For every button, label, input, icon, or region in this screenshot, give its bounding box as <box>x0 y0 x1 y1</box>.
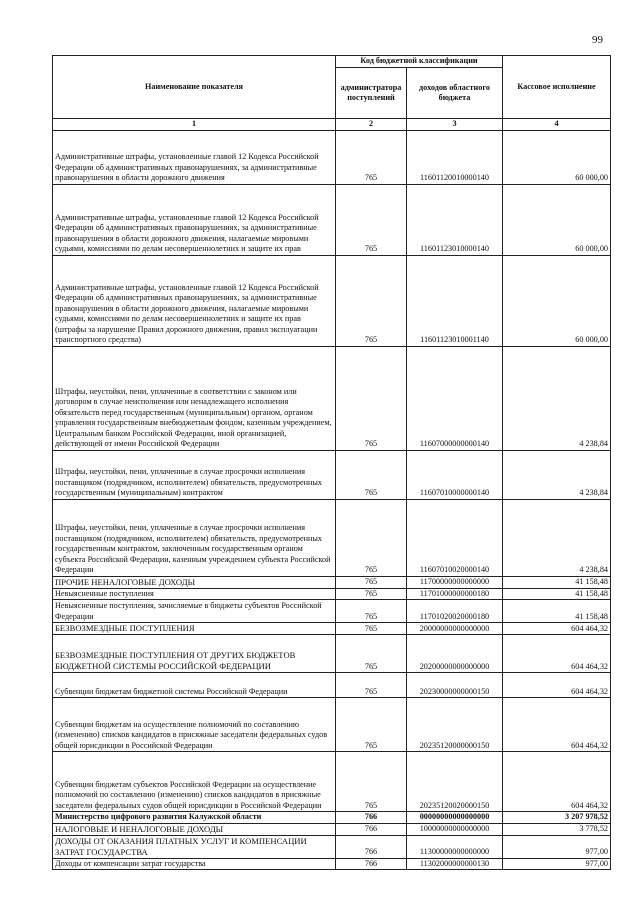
row-code: 11302000000000130 <box>407 858 503 870</box>
row-administrator: 765 <box>336 588 407 600</box>
row-code: 11701020020000180 <box>407 600 503 623</box>
row-amount: 604 464,32 <box>503 623 611 635</box>
column-number-1: 1 <box>53 119 336 131</box>
row-code: 11700000000000000 <box>407 576 503 588</box>
row-amount: 977,00 <box>503 835 611 858</box>
row-administrator: 765 <box>336 346 407 450</box>
row-code: 00000000000000000 <box>407 812 503 824</box>
header-execution: Кассовое исполнение <box>503 56 611 119</box>
table-row <box>53 499 611 576</box>
row-code: 11607000000000140 <box>407 346 503 450</box>
budget-execution-table <box>52 55 611 870</box>
table-row <box>53 858 611 870</box>
row-amount: 3 207 978,52 <box>503 812 611 824</box>
row-amount: 60 000,00 <box>503 184 611 255</box>
header-classification-group: Код бюджетной классификации <box>336 56 503 68</box>
row-administrator: 766 <box>336 858 407 870</box>
row-code: 20235120000000150 <box>407 698 503 752</box>
row-administrator: 766 <box>336 835 407 858</box>
row-amount: 4 238,84 <box>503 346 611 450</box>
row-administrator: 766 <box>336 823 407 835</box>
row-name: Невыясненные поступления <box>53 588 336 600</box>
row-administrator: 765 <box>336 635 407 673</box>
row-name: БЕЗВОЗМЕЗДНЫЕ ПОСТУПЛЕНИЯ <box>53 623 336 635</box>
row-code: 11601120010000140 <box>407 130 503 184</box>
header-revenue: доходов областного бюджета <box>407 68 503 119</box>
table-row <box>53 823 611 835</box>
row-amount: 41 158,48 <box>503 588 611 600</box>
row-name: НАЛОГОВЫЕ И НЕНАЛОГОВЫЕ ДОХОДЫ <box>53 823 336 835</box>
row-name: Субвенции бюджетам на осуществление полномочий по составлению (изменению) списков кандидатов в присяжные заседатели федеральных судов общей юрисдикции в Российской Федерации <box>53 698 336 752</box>
row-administrator: 765 <box>336 130 407 184</box>
row-code: 11607010020000140 <box>407 499 503 576</box>
row-name: Административные штрафы, установленные главой 12 Кодекса Российской Федерации об административных правонарушениях, за административные правонарушения в области дорожного движения, налагаемые мировыми судьями, комиссиями по делам несовершеннолетних и защите их прав (штрафы за нарушение Правил дорожного движения, правил эксплуатации транспортного средства) <box>53 255 336 346</box>
column-number-3: 3 <box>407 119 503 131</box>
table-row <box>53 812 611 824</box>
row-code: 11701000000000180 <box>407 588 503 600</box>
row-administrator: 765 <box>336 450 407 499</box>
row-code: 11601123010000140 <box>407 184 503 255</box>
row-name: Штрафы, неустойки, пени, уплаченные в случае просрочки исполнения поставщиком (подрядчиком, исполнителем) обязательств, предусмотренных государственным (муниципальным) контрактом <box>53 450 336 499</box>
row-amount: 41 158,48 <box>503 600 611 623</box>
row-code: 11601123010001140 <box>407 255 503 346</box>
table-row <box>53 635 611 673</box>
row-name: ДОХОДЫ ОТ ОКАЗАНИЯ ПЛАТНЫХ УСЛУГ И КОМПЕНСАЦИИ ЗАТРАТ ГОСУДАРСТВА <box>53 835 336 858</box>
row-administrator: 765 <box>336 255 407 346</box>
table-row <box>53 835 611 858</box>
row-code: 20200000000000000 <box>407 635 503 673</box>
table-row <box>53 623 611 635</box>
table-row <box>53 576 611 588</box>
row-administrator: 765 <box>336 499 407 576</box>
row-administrator: 766 <box>336 812 407 824</box>
table-row <box>53 600 611 623</box>
row-administrator: 765 <box>336 698 407 752</box>
row-amount: 604 464,32 <box>503 698 611 752</box>
column-number-2: 2 <box>336 119 407 131</box>
row-name: ПРОЧИЕ НЕНАЛОГОВЫЕ ДОХОДЫ <box>53 576 336 588</box>
row-amount: 4 238,84 <box>503 450 611 499</box>
row-name: Субвенции бюджетам бюджетной системы Российской Федерации <box>53 673 336 698</box>
row-amount: 41 158,48 <box>503 576 611 588</box>
row-administrator: 765 <box>336 752 407 812</box>
header-administrator: администратора поступлений <box>336 68 407 119</box>
row-administrator: 765 <box>336 576 407 588</box>
row-administrator: 765 <box>336 673 407 698</box>
row-amount: 604 464,32 <box>503 635 611 673</box>
row-code: 11300000000000000 <box>407 835 503 858</box>
row-code: 11607010000000140 <box>407 450 503 499</box>
table-row <box>53 130 611 184</box>
row-code: 10000000000000000 <box>407 823 503 835</box>
table-row <box>53 184 611 255</box>
table-row <box>53 450 611 499</box>
row-amount: 604 464,32 <box>503 752 611 812</box>
row-name: Административные штрафы, установленные главой 12 Кодекса Российской Федерации об административных правонарушениях, за административные правонарушения в области дорожного движения, налагаемые мировыми судьями, комиссиями по делам несовершеннолетних и защите их прав <box>53 184 336 255</box>
column-number-4: 4 <box>503 119 611 131</box>
row-name: Субвенции бюджетам субъектов Российской Федерации на осуществление полномочий по составлению (изменению) списков кандидатов в присяжные заседатели федеральных судов общей юрисдикции в Российской Федерации <box>53 752 336 812</box>
row-code: 20000000000000000 <box>407 623 503 635</box>
row-name: Невыясненные поступления, зачисляемые в бюджеты субъектов Российской Федерации <box>53 600 336 623</box>
row-name: Министерство цифрового развития Калужской области <box>53 812 336 824</box>
row-name: Административные штрафы, установленные главой 12 Кодекса Российской Федерации об административных правонарушениях, за административные правонарушения в области дорожного движения <box>53 130 336 184</box>
row-code: 20230000000000150 <box>407 673 503 698</box>
table-row <box>53 752 611 812</box>
row-name: Штрафы, неустойки, пени, уплаченные в соответствии с законом или договором в случае неисполнения или ненадлежащего исполнения обязательств перед государственным (муниципальным) органом, органом управления государственным внебюджетным фондом, казенным учреждением, Центральным банком Российской Федерации, иной организацией, действующей от имени Российской Федерации <box>53 346 336 450</box>
row-name: Штрафы, неустойки, пени, уплаченные в случае просрочки исполнения поставщиком (подрядчиком, исполнителем) обязательств, предусмотренных государственным контрактом, заключенным государственным органом субъекта Российской Федерации, казенным учреждением субъекта Российской Федерации <box>53 499 336 576</box>
table-row <box>53 698 611 752</box>
row-administrator: 765 <box>336 623 407 635</box>
row-administrator: 765 <box>336 184 407 255</box>
row-amount: 60 000,00 <box>503 130 611 184</box>
row-amount: 604 464,32 <box>503 673 611 698</box>
table-row <box>53 673 611 698</box>
table-row <box>53 588 611 600</box>
row-amount: 60 000,00 <box>503 255 611 346</box>
table-row <box>53 255 611 346</box>
page-number: 99 <box>592 34 603 46</box>
header-indicator: Наименование показателя <box>53 56 336 119</box>
row-code: 20235120020000150 <box>407 752 503 812</box>
row-name: Доходы от компенсации затрат государства <box>53 858 336 870</box>
row-administrator: 765 <box>336 600 407 623</box>
table-row <box>53 346 611 450</box>
row-amount: 3 778,52 <box>503 823 611 835</box>
row-name: БЕЗВОЗМЕЗДНЫЕ ПОСТУПЛЕНИЯ ОТ ДРУГИХ БЮДЖЕТОВ БЮДЖЕТНОЙ СИСТЕМЫ РОССИЙСКОЙ ФЕДЕРАЦИИ <box>53 635 336 673</box>
row-amount: 4 238,84 <box>503 499 611 576</box>
row-amount: 977,00 <box>503 858 611 870</box>
